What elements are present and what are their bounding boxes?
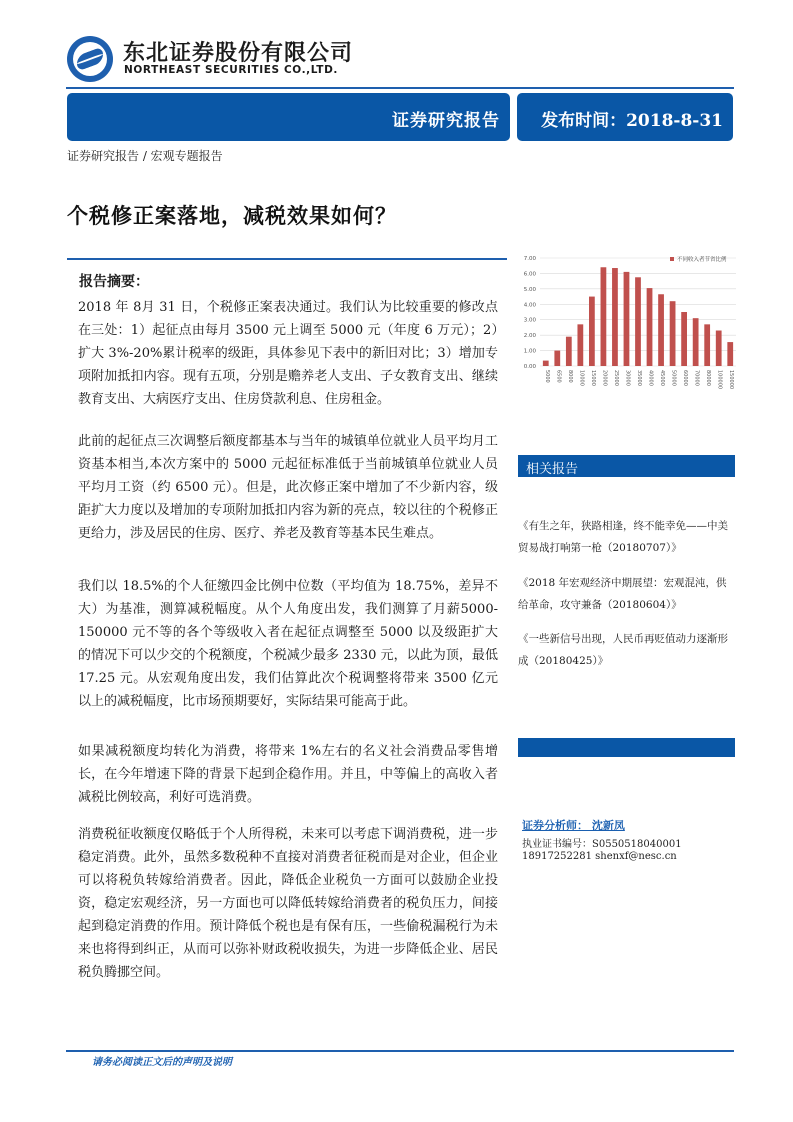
svg-text:20000: 20000 [601,370,608,386]
chart-bar [612,268,618,366]
svg-text:1.00: 1.00 [523,348,536,355]
related-report-1[interactable]: 《有生之年，狭路相逢，终不能幸免——中美贸易战打响第一枪（20180707）》 [518,520,728,554]
chart-bar [670,301,676,366]
related-reports-header [518,455,735,477]
svg-text:30000: 30000 [624,370,631,386]
breadcrumb: 证券研究报告 / 宏观专题报告 [67,149,223,163]
publish-date: 发布时间：2018-8-31 [541,111,723,131]
company-name-cn: 东北证券股份有限公司 [123,41,354,66]
svg-text:不同收入者节省比例: 不同收入者节省比例 [677,257,727,263]
chart-bar [589,297,595,366]
chart-bar [635,277,641,366]
svg-text:5000: 5000 [543,370,550,383]
svg-text:6500: 6500 [555,370,562,383]
summary-paragraph-4: 如果减税额度均转化为消费，将带来 1%左右的名义社会消费品零售增长，在今年增速下降的背景下起到企稳作用。并且，中等偏上的高收入者减税比例较高，利好可选消费。 [78,744,498,805]
svg-text:7.00: 7.00 [523,256,536,262]
company-logo [67,36,113,82]
svg-text:40000: 40000 [647,370,654,386]
bar-chart [508,250,748,400]
svg-text:4.00: 4.00 [523,302,536,309]
analyst-section-bar [518,738,735,757]
publish-date-banner [517,93,733,141]
report-type-label: 证券研究报告 [392,111,500,131]
chart-bar [624,272,630,366]
chart-bar [566,337,572,366]
svg-text:150000: 150000 [728,370,735,390]
analyst-name: 证券分析师： 沈新凤 [522,819,625,832]
related-report-2[interactable]: 《2018 年宏观经济中期展望：宏观混沌，供给革命，攻守兼备（20180604）》 [518,577,727,611]
title-divider [67,258,507,260]
chart-bar [647,288,653,366]
svg-text:80000: 80000 [705,370,712,386]
summary-paragraph-1: 2018 年 8月 31 日，个税修正案表决通过。我们认为比较重要的修改点在三处：1）起征点由每月 3500 元上调至 5000 元（年度 6 万元）；2）扩大 3%-20%累计税率的级距，具体参见下表中的新旧对比；3）增加专项附加抵扣内容。现有五项，分别是赡养老人支出、子女教育支出、继续教育支出、大病医疗支出、住房贷款利息、住房租金。 [78,300,498,407]
svg-text:10000: 10000 [578,370,585,386]
analyst-contact: 18917252281 shenxf@nesc.cn [522,851,677,862]
svg-text:35000: 35000 [636,370,642,386]
report-type-banner [67,93,510,141]
summary-heading: 报告摘要： [79,274,149,290]
svg-text:0.00: 0.00 [523,364,536,370]
chart-bar [554,351,560,366]
svg-text:3.00: 3.00 [523,317,536,324]
related-report-3[interactable]: 《一些新信号出现，人民币再贬值动力逐渐形成（20180425）》 [518,633,728,667]
chart-bar [704,324,710,366]
chart-bar [716,331,722,366]
svg-text:8000: 8000 [566,370,573,383]
svg-text:6.00: 6.00 [523,271,536,278]
svg-text:5.00: 5.00 [523,286,536,293]
svg-text:60000: 60000 [682,370,689,386]
disclaimer-note: 请务必阅读正文后的声明及说明 [92,1057,232,1068]
report-title: 个税修正案落地，减税效果如何？ [67,203,397,228]
svg-text:2.00: 2.00 [523,333,536,340]
summary-paragraph-2: 此前的起征点三次调整后额度都基本与当年的城镇单位就业人员平均月工资基本相当,本次方案中的 5000 元起征标准低于当前城镇单位就业人员平均月工资（约 6500 元）。但是，此次修正案中增加了不少新内容，级距扩大力度以及增加的专项附加抵扣内容为新的亮点，较以往的个税修正更给力，涉及居民的住房、医疗、养老及教育等基本民生难点。 [78,434,498,541]
svg-text:70000: 70000 [693,370,700,386]
savings-ratio-chart [508,250,748,400]
footer-divider [66,1050,734,1052]
chart-bar [693,318,699,366]
svg-text:50000: 50000 [670,370,677,386]
chart-bar [601,267,607,366]
company-name-en: NORTHEAST SECURITIES CO.,LTD. [124,64,338,76]
svg-text:100000: 100000 [716,370,723,390]
logo-icon [73,42,107,76]
chart-bar [681,312,687,366]
summary-paragraph-3: 我们以 18.5%的个人征缴四金比例中位数（平均值为 18.75%，差异不大）为基准，测算减税幅度。从个人角度出发，我们测算了月薪5000-150000 元不等的各个等级收入者在起征点调整至 5000 以及级距扩大的情况下可以少交的个税额度，个税减少最多 2330 元，以此为顶，最低 17.25 元。从宏观角度出发，我们估算此次个税调整将带来 3500 亿元以上的减税幅度，比市场预期要好，实际结果可能高于此。 [78,579,498,709]
summary-paragraph-5: 消费税征收额度仅略低于个人所得税，未来可以考虑下调消费税，进一步稳定消费。此外，虽然多数税种不直接对消费者征税而是对企业，但企业可以将税负转嫁给消费者。因此，降低企业税负一方面可以鼓励企业投资，稳定宏观经济，另一方面也可以降低转嫁给消费者的税负压力，间接起到稳定消费的作用。预计降低个税也是有保有压，一些偷税漏税行为未来也将得到纠正，从而可以弥补财政税收损失，为进一步降低企业、居民税负腾挪空间。 [78,827,498,980]
chart-bar [727,342,733,366]
chart-bar [577,324,583,366]
svg-text:15000: 15000 [589,370,596,386]
svg-text:25000: 25000 [612,370,619,386]
svg-text:45000: 45000 [659,370,666,386]
chart-bar [658,294,664,366]
analyst-license: 执业证书编号：S0550518040001 [522,839,682,850]
header-divider [66,87,734,89]
chart-bar [543,361,549,366]
related-reports-heading: 相关报告 [526,462,579,477]
